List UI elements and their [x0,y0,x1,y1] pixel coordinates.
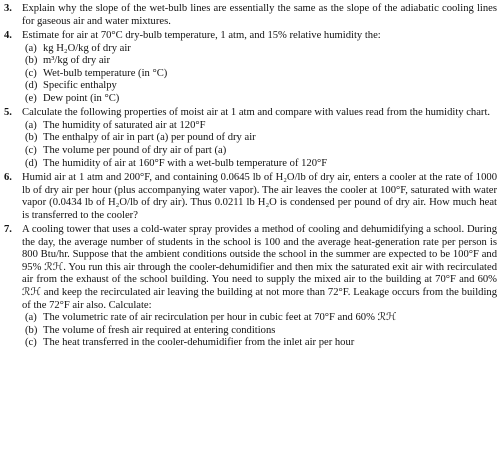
sub-question-label: (b) [25,324,38,336]
sub-question-b [25,132,497,145]
problem-text: A cooling tower that uses a cold-water spray provides a method of cooling and dehumidifying a school. During the day, the average number of students in the school is 100 and the average heat-generation rate per person is 800 Btu/hr. Suppose that the ambient conditions outside the school in the summer are expected to be 100°F and 95% ℛℋ. You run this air through the cooler-dehumidifier and then mix the saturated exit air with recirculated air from the exhaust of the school building. You need to supply the mixed air to the building at 70°F and 60% ℛℋ and keep the recirculated air leaving the building at not more than 72°F. Leakage occurs from the building of the 72°F air also. Calculate: [22,224,497,311]
sub-question-label: (d) [25,157,38,169]
sub-question-text: The heat transferred in the cooler-dehumidifier from the inlet air per hour [43,337,355,349]
sub-question-label: (d) [25,80,38,92]
sub-question-b [25,325,497,338]
sub-question-list [22,312,497,350]
problem-number: 3. [4,3,12,14]
sub-question-c [25,68,497,81]
sub-question-text: The humidity of air at 160°F with a wet-bulb temperature of 120°F [43,157,328,169]
sub-question-text: The volume of fresh air required at entering conditions [43,324,276,336]
sub-question-e [25,93,497,106]
sub-question-label: (c) [25,337,37,349]
sub-question-text: Dew point (in °C) [43,92,120,104]
sub-question-label: (e) [25,92,37,104]
problem-text: Humid air at 1 atm and 200°F, and containing 0.0645 lb of H₂O/lb of dry air, enters a cooler at the rate of 1000 lb of dry air per hour (plus accompanying water vapor). The air leaves the cooler at 100°F, saturated with water vapor (0.0434 lb of H₂O/lb of dry air). Thus 0.0211 lb H₂O is condensed per pound of dry air. How much heat is transferred to the cooler? [22,172,497,221]
problem-number: 7. [4,224,12,236]
sub-question-label: (a) [25,312,37,324]
problem-4 [4,30,497,105]
sub-question-text: The humidity of saturated air at 120°F [43,119,206,131]
problem-number: 4. [4,30,12,42]
problem-7 [4,224,497,349]
sub-question-text: m³/kg of dry air [43,55,111,67]
sub-question-label: (c) [25,145,37,157]
sub-question-a [25,312,497,325]
problem-text: Explain why the slope of the wet-bulb lines are essentially the same as the slope of the adiabatic cooling lines for gaseous air and water mixtures. [22,3,497,27]
problem-6 [4,172,497,222]
sub-question-c [25,337,497,350]
sub-question-list [22,120,497,170]
sub-question-text: Wet-bulb temperature (in °C) [43,67,168,79]
problem-5 [4,107,497,170]
sub-question-text: The enthalpy of air in part (a) per pound of dry air [43,132,256,144]
sub-question-a [25,43,497,56]
sub-question-text: Specific enthalpy [43,80,117,92]
sub-question-label: (a) [25,42,37,54]
sub-question-text: The volumetric rate of air recirculation per hour in cubic feet at 70°F and 60% ℛℋ [43,312,397,324]
sub-question-label: (b) [25,132,38,144]
sub-question-label: (a) [25,119,37,131]
sub-question-b [25,55,497,68]
problem-number: 6. [4,172,12,184]
sub-question-a [25,120,497,133]
sub-question-d [25,80,497,93]
problem-3 [4,3,497,28]
sub-question-list [22,43,497,106]
problem-number: 5. [4,107,12,119]
sub-question-d [25,158,497,171]
sub-question-text: kg H₂O/kg of dry air [43,42,131,54]
sub-question-label: (c) [25,67,37,79]
problem-text: Calculate the following properties of moist air at 1 atm and compare with values read from the humidity chart. [22,107,491,119]
problem-text: Estimate for air at 70°C dry-bulb temperature, 1 atm, and 15% relative humidity the: [22,30,381,42]
sub-question-text: The volume per pound of dry air of part (a) [43,145,227,157]
sub-question-c [25,145,497,158]
sub-question-label: (b) [25,55,38,67]
